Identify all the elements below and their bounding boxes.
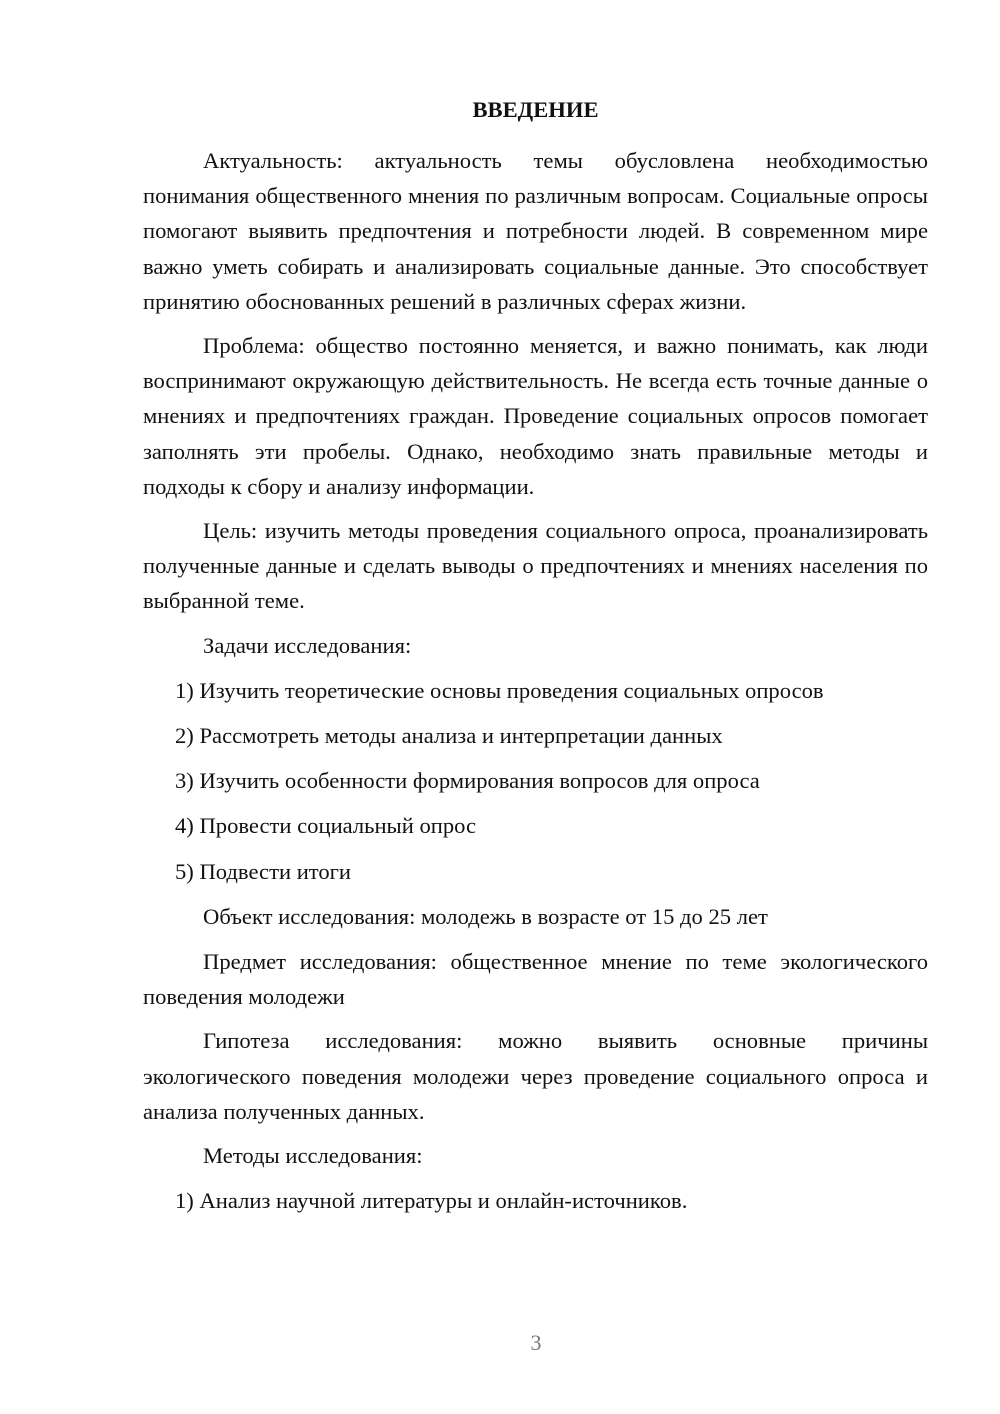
method-item-1: 1) Анализ научной литературы и онлайн-источников. (175, 1188, 688, 1214)
hypothesis-paragraph: Гипотеза исследования: можно выявить основные причины экологического поведения молодежи через проведение социального опроса и анализа полученных данных. (143, 1028, 928, 1124)
problem-paragraph: Проблема: общество постоянно меняется, и важно понимать, как люди воспринимают окружающую действительность. Не всегда есть точные данные о мнениях и предпочтениях граждан. Проведение социальных опросов помогает заполнять эти пробелы. Однако, необходимо знать правильные методы и подходы к сбору и анализу информации. (143, 333, 928, 499)
task-item-5: 5) Подвести итоги (175, 858, 352, 884)
task-item-4: 4) Провести социальный опрос (175, 813, 477, 839)
relevance-paragraph: Актуальность: актуальность темы обусловлена необходимостью понимания общественного мнения по различным вопросам. Социальные опросы помогают выявить предпочтения и потребности людей. В современном мире важно уметь собирать и анализировать социальные данные. Это способствует принятию обоснованных решений в различных сферах жизни. (143, 148, 928, 314)
document-page (143, 92, 928, 1228)
section-title: ВВЕДЕНИЕ (472, 97, 599, 122)
object-line: Объект исследования: молодежь в возрасте от 15 до 25 лет (203, 903, 768, 929)
page-number: 3 (530, 1330, 542, 1355)
task-item-3: 3) Изучить особенности формирования вопросов для опроса (175, 768, 760, 794)
task-item-2: 2) Рассмотреть методы анализа и интерпретации данных (175, 723, 723, 749)
subject-paragraph: Предмет исследования: общественное мнение по теме экологического поведения молодежи (143, 949, 928, 1010)
goal-paragraph: Цель: изучить методы проведения социального опроса, проанализировать полученные данные и сделать выводы о предпочтениях и мнениях населения по выбранной теме. (143, 518, 928, 614)
tasks-heading: Задачи исследования: (203, 632, 412, 658)
task-item-1: 1) Изучить теоретические основы проведения социальных опросов (175, 677, 824, 703)
methods-heading: Методы исследования: (203, 1143, 423, 1169)
